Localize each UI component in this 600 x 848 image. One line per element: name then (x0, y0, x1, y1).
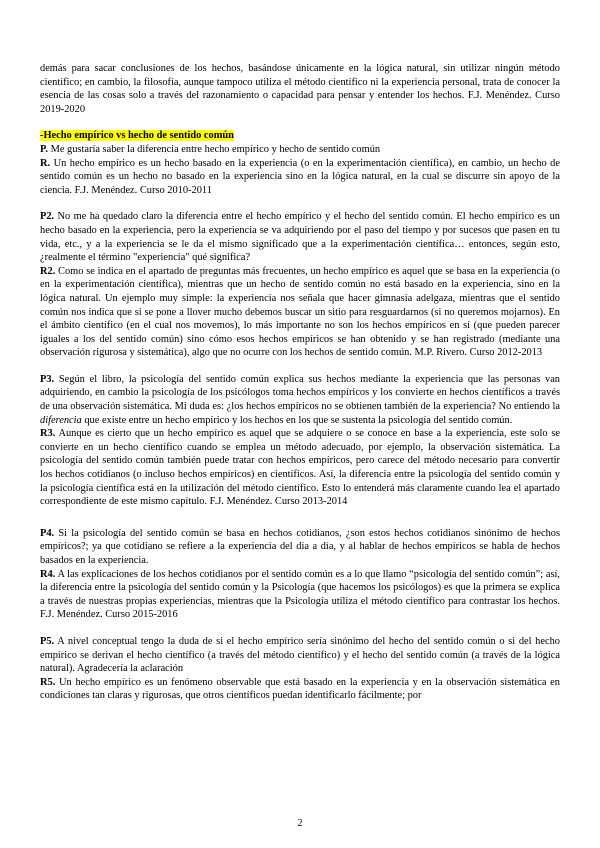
question-2: P2. No me ha quedado claro la diferencia entre el hecho empírico y el hecho del sentido común. El hecho empírico es un hecho basado en la experiencia, pero la experiencia se va adquiriendo por el paso del tiempo y por sucesos que pasen en tu vida, etc., y a la experiencia se le da el mismo significado que a la experimentación científica… entonces, según esto, ¿realmente el término "experiencia" qué significa? (40, 211, 560, 264)
question-4: P4. Si la psicología del sentido común se basa en hechos cotidianos, ¿son estos hechos cotidianos sinónimo de hechos empíricos?; ya que cotidiano se refiere a la experiencia del día a día, y al hablar de hechos empíricos se habla de hechos basados en la experiencia. (40, 527, 560, 566)
question-1: P. Me gustaría saber la diferencia entre hecho empírico y hecho de sentido común (40, 143, 381, 155)
page-number: 2 (297, 818, 303, 829)
section-heading (40, 129, 560, 143)
question-5: P5. A nivel conceptual tengo la duda de si el hecho empírico sería sinónimo del hecho del sentido común o si del hecho empírico se derivan el hecho científico (a través del método científico) y el hecho del sentido común (a través de la lógica natural). Agradecería la aclaración (40, 635, 560, 675)
answer-3: R3. Aunque es cierto que un hecho empírico es aquel que se adquiere o se conoce en base a la experiencia, este solo se convierte en un hecho científico cuando se emplea un método adecuado, por ejemplo, la observación sistemática. La psicología del sentido común también puede tratar con hechos empíricos, pero carece del método necesario para convertir los hechos cotidianos (o incluso hechos empíricos) en científicos. Así, la diferencia entre la psicología del sentido común y la psicología científica está en la utilización del método científico. Esto lo entenderá más claramente cuando lea el apartado correspondiente de este mismo capítulo. F.J. Menéndez. Curso 2013-2014 (40, 428, 560, 508)
intro-paragraph: demás para sacar conclusiones de los hechos, basándose únicamente en la lógica natural, sin utilizar ningún método científico; en cambio, la filosofía, aunque tampoco utiliza el método científico ni la experiencia personal, trata de conocer la esencia de las cosas solo a través del razonamiento o capacidad para pensar y entender los hechos. F.J. Menéndez. Curso 2019-2020 (40, 63, 560, 115)
section-heading-text: -Hecho empírico vs hecho de sentido común (40, 130, 234, 142)
document-body (40, 62, 560, 703)
question-3: P3. Según el libro, la psicología del sentido común explica sus hechos mediante la experiencia que las personas van adquiriendo, en cambio la psicología de los psicólogos toma hechos empíricos y los convierte en hechos científicos a través de una observación sistemática. Mi duda es: ¿los hechos empíricos no se obtienen también de la experiencia? No entiendo la diferencia que existe entre un hecho empírico y los hechos en los que se sustenta la psicología del sentido común. (40, 373, 560, 426)
answer-2: R2. Como se indica en el apartado de preguntas más frecuentes, un hecho empírico es aquel que se basa en la experiencia (o en la experimentación científica), mientras que un hecho de sentido común no está basado en la experiencia, sino en la lógica natural. Un ejemplo muy simple: la experiencia nos señala que hacer gimnasia adelgaza, mientras que el sentido común nos indica que si se pone a llover mucho debemos buscar un sitio para resguardarnos (si no queremos mojarnos). En el ámbito científico (en el cual nos movemos), lo más importante no son los hechos empíricos en sí (que pueden parecer iguales a los del sentido común) sino cómo esos hechos empíricos se han obtenido y se han registrado (mediante una observación rigurosa y sistemática), algo que no ocurre con los hechos de sentido común. M.P. Rivero. Curso 2012-2013 (40, 265, 560, 359)
answer-5: R5. Un hecho empírico es un fenómeno observable que está basado en la experiencia y en la observación sistemática en condiciones tan claras y rigurosas, que otros científicos puedan identificarlo fácilmente; por (40, 676, 560, 702)
answer-4: R4. A las explicaciones de los hechos cotidianos por el sentido común es a lo que llamo “psicología del sentido común”; así, la diferencia entre la psicología del sentido común y la Psicología (que hacemos los psicólogos) es que la primera se explica a través de nuestras propias experiencias, mientras que la Psicología utiliza el método científico para contrastar los hechos. F.J. Menéndez. Curso 2015-2016 (40, 568, 560, 621)
answer-1: R. Un hecho empírico es un hecho basado en la experiencia (o en la experimentación científica), en cambio, un hecho de sentido común es un hecho no basado en la experiencia sino en la lógica natural, en la cual se discurre sin apoyo de la ciencia. F.J. Menéndez. Curso 2010-2011 (40, 157, 560, 196)
